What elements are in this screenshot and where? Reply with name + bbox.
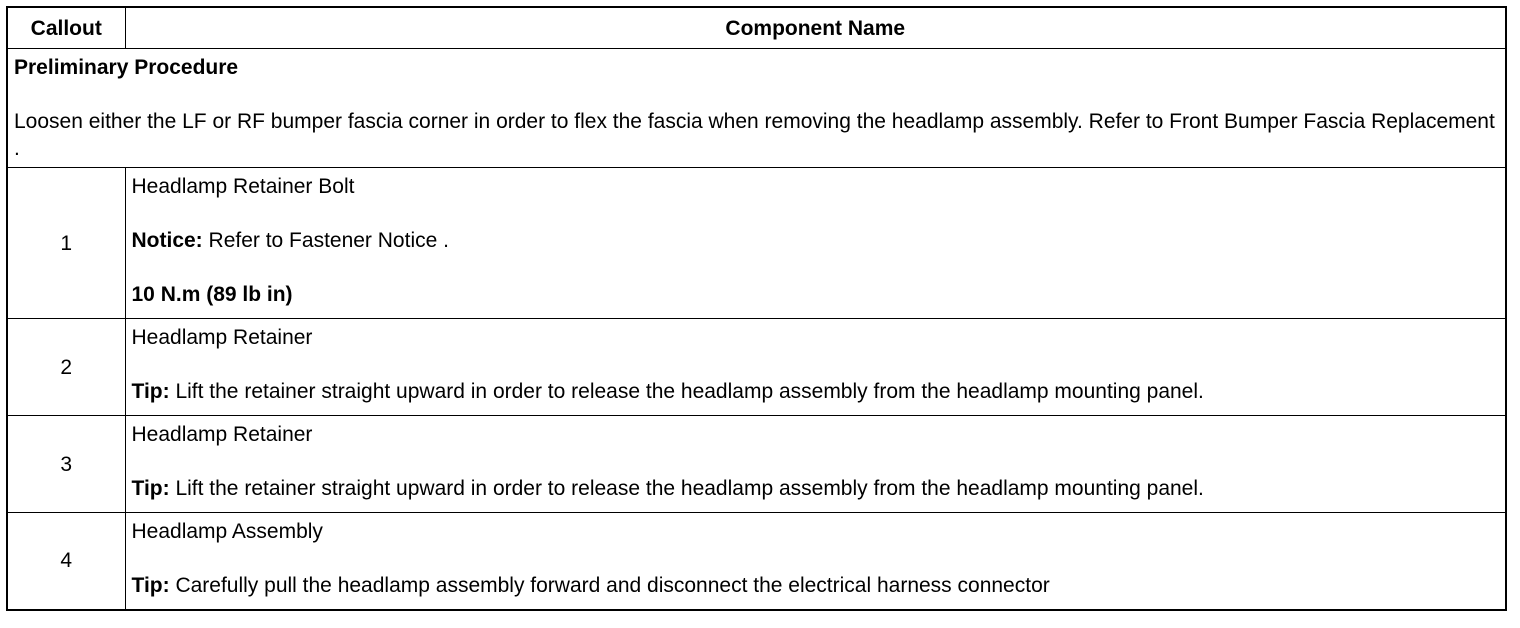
note-label: Tip: xyxy=(131,380,170,403)
note-text: Lift the retainer straight upward in order to release the headlamp assembly from the headlamp mounting panel. xyxy=(169,380,1204,403)
preliminary-title: Preliminary Procedure xyxy=(14,56,239,79)
component-note xyxy=(132,378,1500,405)
component-cell xyxy=(125,416,1506,513)
torque-spec: 10 N.m (89 lb in) xyxy=(131,283,293,306)
note-label: Tip: xyxy=(131,574,170,597)
table-row xyxy=(7,168,1506,319)
preliminary-row xyxy=(7,49,1506,168)
note-label: Tip: xyxy=(131,477,170,500)
note-text: Lift the retainer straight upward in order to release the headlamp assembly from the headlamp mounting panel. xyxy=(169,477,1204,500)
callout-number: 2 xyxy=(7,319,125,416)
note-label: Notice: xyxy=(131,229,203,252)
component-cell xyxy=(125,513,1506,610)
column-header-component-name: Component Name xyxy=(125,7,1506,49)
table-header-row xyxy=(7,7,1506,49)
component-cell xyxy=(125,168,1506,319)
callout-number: 1 xyxy=(7,168,125,319)
component-note xyxy=(132,572,1500,599)
component-note xyxy=(132,227,1500,254)
component-name: Headlamp Retainer xyxy=(131,423,313,446)
component-name: Headlamp Retainer xyxy=(131,326,313,349)
procedure-table xyxy=(6,6,1507,611)
component-note xyxy=(132,475,1500,502)
table-row xyxy=(7,319,1506,416)
component-name: Headlamp Retainer Bolt xyxy=(131,175,355,198)
preliminary-text: Loosen either the LF or RF bumper fascia corner in order to flex the fascia when removing the headlamp assembly. Refer to Front Bumper Fascia Replacement . xyxy=(14,110,1495,160)
table-row xyxy=(7,513,1506,610)
table-row xyxy=(7,416,1506,513)
preliminary-cell xyxy=(7,49,1506,168)
column-header-callout: Callout xyxy=(7,7,125,49)
note-text: Refer to Fastener Notice . xyxy=(202,229,449,252)
note-text: Carefully pull the headlamp assembly forward and disconnect the electrical harness connector xyxy=(169,574,1050,597)
callout-number: 4 xyxy=(7,513,125,610)
component-cell xyxy=(125,319,1506,416)
component-name: Headlamp Assembly xyxy=(131,520,323,543)
callout-number: 3 xyxy=(7,416,125,513)
